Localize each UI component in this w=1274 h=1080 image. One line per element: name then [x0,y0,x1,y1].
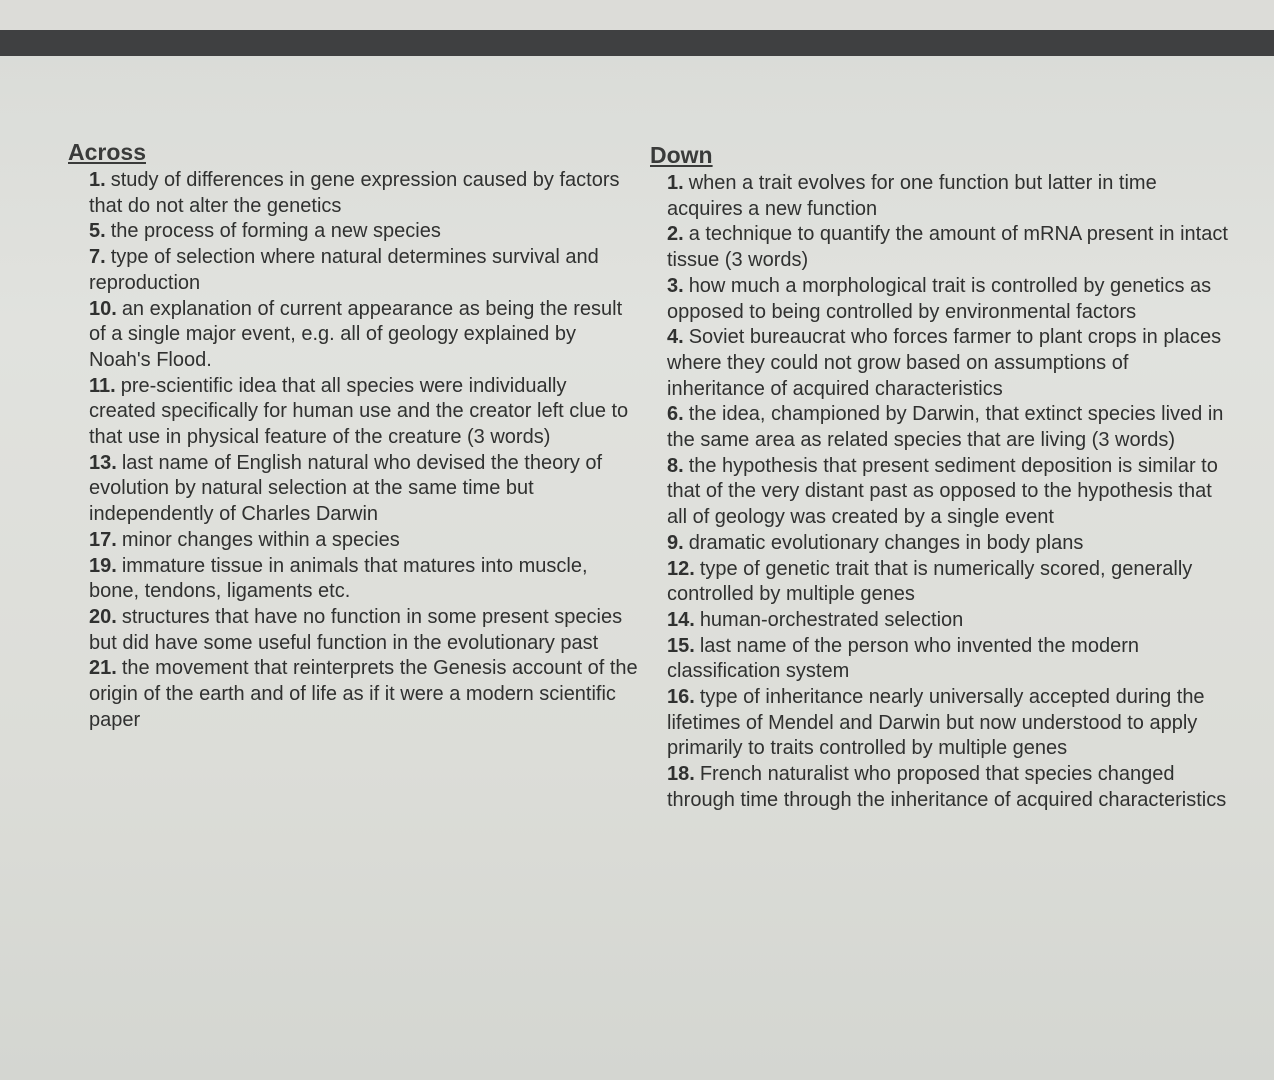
down-clue-4 [667,325,1230,402]
clue-number: 11. [89,374,116,397]
clue-number: 5. [89,220,106,243]
clue-text: dramatic evolutionary changes in body plans [688,531,1084,554]
clue-number: 14. [667,608,695,631]
screen-top-strip [0,0,1274,30]
clue-text: when a trait evolves for one function but latter in time acquires a new function [667,172,1157,220]
clue-number: 18. [667,763,695,786]
clue-text: minor changes within a species [121,528,400,551]
clue-number: 2. [667,223,684,246]
clue-number: 10. [89,297,117,320]
down-clue-3 [667,274,1230,325]
clue-number: 3. [667,274,684,297]
clue-number: 17. [89,528,117,551]
clue-number: 1. [667,172,684,194]
across-clue-17 [89,528,638,554]
down-clue-6 [667,402,1230,453]
clue-text: type of selection where natural determines survival and reproduction [89,246,599,294]
down-clue-2 [667,222,1230,273]
clue-text: Soviet bureaucrat who forces farmer to plant crops in places where they could not grow based on assumptions of inheritance of acquired characteristics [667,326,1222,400]
clue-text: the process of forming a new species [110,220,441,243]
across-clue-10 [89,297,638,374]
clue-text: the movement that reinterprets the Genesis account of the origin of the earth and of life as if it were a modern scientific paper [89,657,638,731]
across-section [68,138,638,733]
down-clue-1 [667,171,1230,222]
across-clue-13 [89,451,638,528]
clue-number: 7. [89,246,106,269]
window-top-bar [0,30,1274,56]
clue-text: a technique to quantify the amount of mRNA present in intact tissue (3 words) [667,223,1228,272]
across-clue-20 [89,605,638,656]
clue-text: last name of the person who invented the modern classification system [667,634,1139,683]
clue-number: 21. [89,657,117,680]
clue-text: pre-scientific idea that all species were individually created specifically for human use and the creator left clue to that use in physical feature of the creature (3 words) [89,374,629,449]
down-clue-8 [667,454,1230,531]
across-clue-1 [89,168,638,219]
down-clue-14 [667,608,1230,634]
clue-text: the hypothesis that present sediment deposition is similar to that of the very distant past as opposed to the hypothesis that all of geology was created by a single event [667,454,1218,529]
clue-text: type of genetic trait that is numerically scored, generally controlled by multiple genes [667,557,1193,606]
across-clue-19 [89,554,638,605]
across-clue-list [68,168,638,733]
down-clue-9 [667,531,1230,557]
clue-number: 20. [89,605,117,628]
across-clue-11 [89,374,638,451]
clue-text: an explanation of current appearance as being the result of a single major event, e.g. all of geology explained by Noah's Flood. [89,297,623,371]
clue-number: 16. [667,686,695,709]
across-clue-21 [89,656,638,733]
clue-text: type of inheritance nearly universally accepted during the lifetimes of Mendel and Darwin but now understood to apply primarily to traits controlled by multiple genes [667,686,1205,760]
clue-number: 6. [667,403,684,426]
clue-number: 13. [89,451,117,474]
down-clue-16 [667,685,1230,762]
clue-text: structures that have no function in some present species but did have some useful function in the evolutionary past [89,605,623,654]
down-clue-18 [667,762,1230,813]
clue-text: last name of English natural who devised the theory of evolution by natural selection at the same time but independently of Charles Darwin [89,451,603,526]
down-heading: Down [650,142,713,168]
clue-text: immature tissue in animals that matures into muscle, bone, tendons, ligaments etc. [89,554,588,603]
across-clue-5 [89,219,638,245]
clue-number: 15. [667,634,695,657]
clue-number: 9. [667,531,684,554]
down-section [650,138,1230,814]
clue-text: French naturalist who proposed that species changed through time through the inheritance of acquired characteristics [667,763,1227,811]
clue-number: 1. [89,169,106,191]
across-clue-7 [89,245,638,296]
clue-number: 19. [89,554,117,577]
down-clue-15 [667,634,1230,685]
clue-text: study of differences in gene expression caused by factors that do not alter the genetics [89,169,620,217]
clue-text: how much a morphological trait is controlled by genetics as opposed to being controlled by environmental factors [667,274,1212,323]
clue-number: 12. [667,557,695,580]
down-clue-12 [667,557,1230,608]
down-clue-list [650,171,1230,814]
clue-number: 4. [667,326,684,349]
across-heading: Across [68,139,146,165]
clue-text: the idea, championed by Darwin, that extinct species lived in the same area as related species that are living (3 words) [667,403,1224,452]
clue-number: 8. [667,454,684,477]
clue-text: human-orchestrated selection [699,608,964,631]
